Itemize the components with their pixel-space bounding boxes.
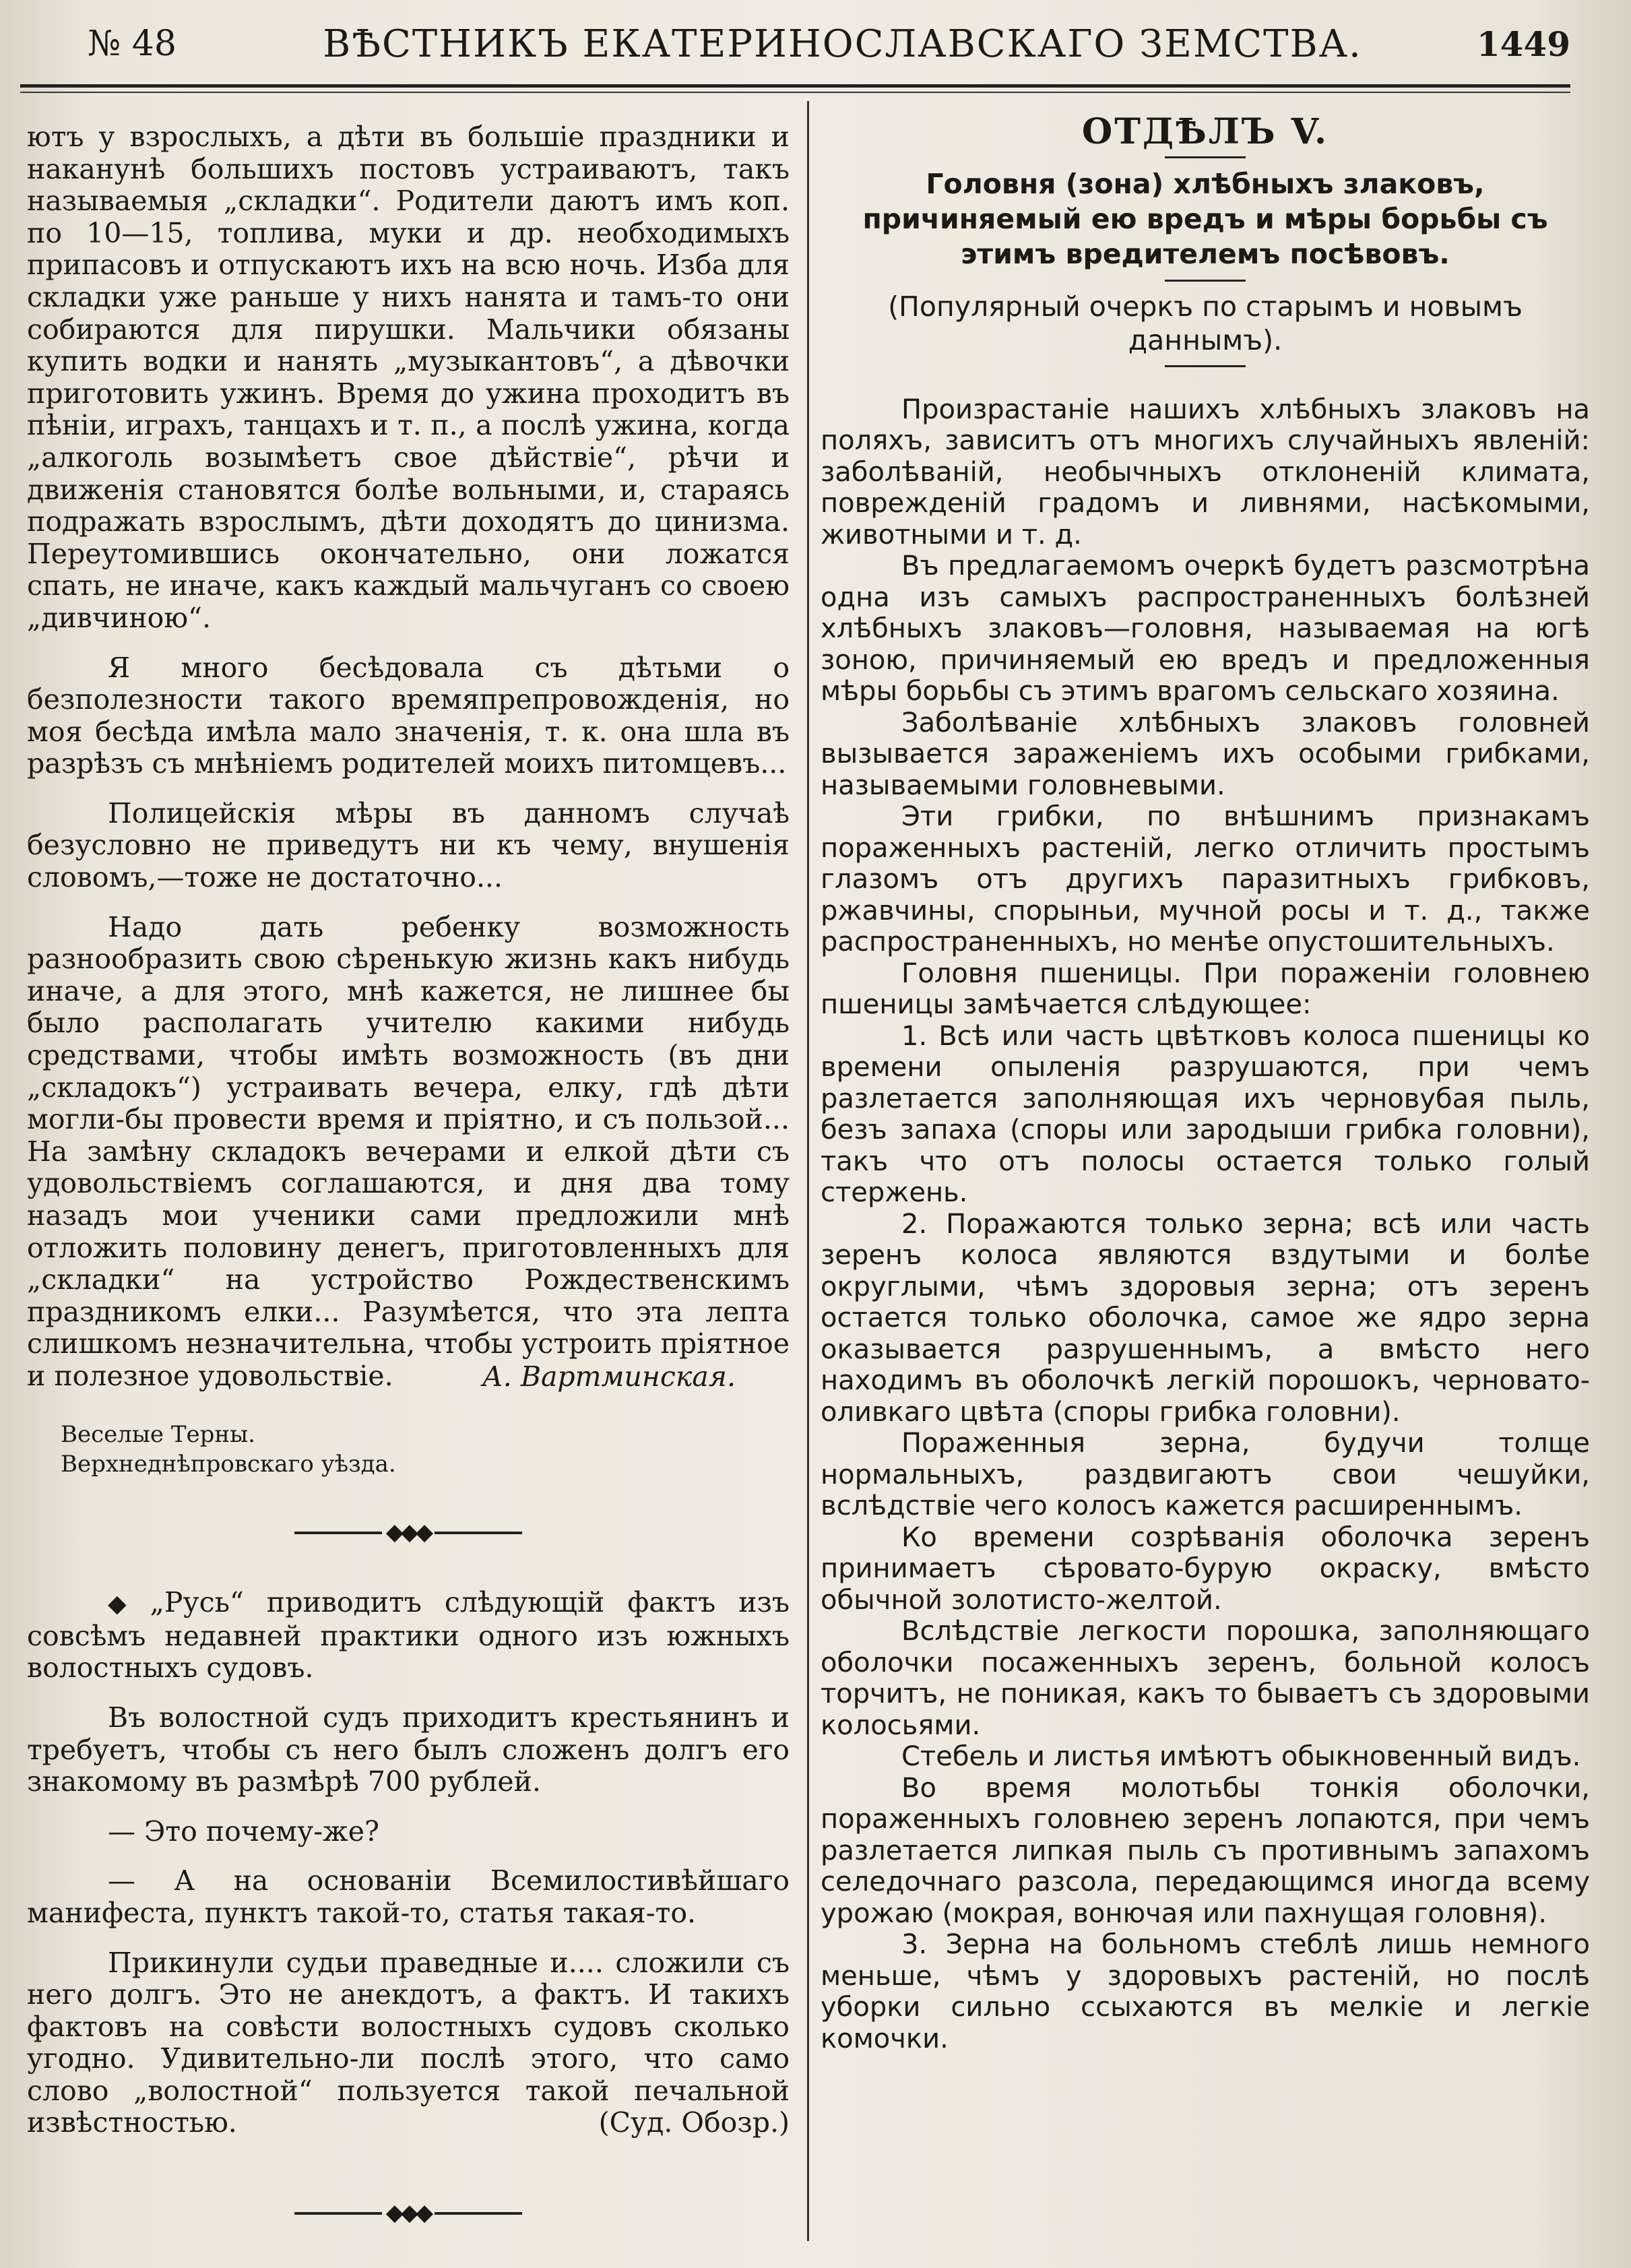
title-rule (1165, 280, 1246, 282)
column-divider (807, 101, 809, 2241)
paragraph: Надо дать ребенку возможность разнообразить свою сѣренькую жизнь какъ нибудь иначе, а для этого, мнѣ кажется, не лишнее бы было располагать учителю какими нибудь средствами, чтобы имѣть возможность (въ дни „складокъ“) устраивать вечера, елку, гдѣ дѣти могли-бы провести время и пріятно, и съ пользой... На замѣну складокъ вечерами и елкой дѣти съ удовольствіемъ соглашаются, и дня два тому назадъ мои ученики сами предложили мнѣ отложить половину денегъ, приготовленныхъ для „складки“ на устройство Рождественскимъ праздникомъ елки... Разумѣется, что эта лепта слишкомъ незначительна, чтобы устроить пріятное и полезное удовольствіе. (27, 910, 790, 1392)
paragraph: Пораженныя зерна, будучи толще нормальныхъ, раздвигаютъ свои чешуйки, вслѣдствіе чего колосъ кажется расширеннымъ. (821, 1428, 1590, 1522)
header-rule (20, 84, 1570, 88)
paragraph: Во время молотьбы тонкія оболочки, пораженныхъ головнею зеренъ лопаются, при чемъ разлетается липкая пыль съ противнымъ запахомъ селедочнаго разсола, передающимся иногда всему урожаю (мокрая, вонючая или пахнущая головня). (821, 1772, 1590, 1929)
page-number: 1449 (1476, 24, 1570, 64)
paragraph: 2. Поражаются только зерна; всѣ или часть зеренъ колоса являются вздутыми и болѣе округлыми, чѣмъ здоровыя зерна; отъ зеренъ остается только оболочка, самое же ядро зерна оказывается разрушеннымъ, а вмѣсто него находимъ въ оболочкѣ легкій порошокъ, черновато-оливкаго цвѣта (споры грибка головни). (821, 1208, 1590, 1428)
journal-title: ВѢСТНИКЪ ЕКАТЕРИНОСЛАВСКАГО ЗЕМСТВА. (323, 22, 1362, 66)
page-header (88, 13, 1570, 74)
source-note: (Суд. Обозр.) (598, 2106, 790, 2139)
paragraph: Въ предлагаемомъ очеркѣ будетъ разсмотрѣна одна изъ самыхъ распространенныхъ болѣзней хлѣбныхъ злаковъ—головня, называемая на югѣ зоною, причиняемый ею вредъ и предложенныя мѣры борьбы съ этимъ врагомъ сельскаго хозяина. (821, 550, 1590, 707)
left-column (27, 121, 790, 2267)
article-body (821, 394, 1590, 2055)
paragraph: Въ волостной судъ приходитъ крестьянинъ и требуетъ, чтобы съ него былъ сложенъ долгъ его знакомому въ размѣрѣ 700 рублей. (27, 1701, 790, 1798)
place-line: Верхнеднѣпровскаго уѣзда. (61, 1451, 396, 1478)
paragraph: ◆ „Русь“ приводитъ слѣдующій фактъ изъ совсѣмъ недавней практики одного изъ южныхъ волостныхъ судовъ. (27, 1586, 790, 1684)
paragraph: — Это почему-же? (108, 1815, 380, 1848)
ornament-divider (27, 2186, 790, 2240)
diamond-ornament-icon: ◆◆◆ (385, 1519, 431, 1546)
place-line: Веселые Терны. (61, 1421, 255, 1449)
paragraph: Полицейскія мѣры въ данномъ случаѣ безусловно не приведутъ ни къ чему, внушенія словомъ,—тоже не достаточно... (27, 796, 790, 894)
paragraph: 3. Зерна на больномъ стеблѣ лишь немного меньше, чѣмъ у здоровыхъ растеній, но послѣ уборки сильно ссыхаются въ мелкіе и легкіе комочки. (821, 1929, 1590, 2054)
diamond-ornament-icon: ◆◆◆ (385, 2199, 431, 2227)
issue-number: № 48 (88, 24, 177, 64)
paragraph: Произрастаніе нашихъ хлѣбныхъ злаковъ на поляхъ, зависитъ отъ многихъ случайныхъ явленій: заболѣваній, необычныхъ отклоненій климата, поврежденій градомъ и ливнями, насѣкомыми, животными и т. д. (821, 393, 1590, 550)
paragraph: Стебель и листья имѣютъ обыкновенный видъ. (901, 1741, 1581, 1773)
paragraph: Эти грибки, по внѣшнимъ признакамъ пораженныхъ растеній, легко отличить простымъ глазомъ отъ другихъ паразитныхъ грибковъ, ржавчины, спорыньи, мучной росы и т. д., также распространенныхъ, но менѣе опустошительныхъ. (821, 801, 1590, 958)
ornament-divider (27, 1506, 790, 1560)
article-subtitle: (Популярный очеркъ по старымъ и новымъ даннымъ). (888, 290, 1523, 356)
paragraph: Ко времени созрѣванія оболочка зеренъ принимаетъ сѣровато-бурую окраску, вмѣсто обычной золотисто-желтой. (821, 1521, 1590, 1616)
bullet-ornament-icon: ◆ (108, 1590, 141, 1618)
paragraph: Я много бесѣдовала съ дѣтьми о безполезности такого времяпрепровожденія, но моя бесѣда имѣла мало значенія, т. к. она шла въ разрѣзъ съ мнѣніемъ родителей моихъ питомцевъ... (27, 651, 790, 780)
right-column (821, 111, 1590, 2054)
paragraph: 1. Всѣ или часть цвѣтковъ колоса пшеницы ко времени опыленія разрушаются, при чемъ разлетается заполняющая ихъ черновубая пыль, безъ запаха (споры или зародыши грибка головни), такъ что отъ полосы остается только голый стержень. (821, 1020, 1590, 1209)
author-signature: А. Вартминская. (482, 1360, 736, 1393)
article-title: Головня (зона) хлѣбныхъ злаковъ, причиняемый ею вредъ и мѣры борьбы съ этимъ вредителемъ посѣвовъ. (862, 167, 1548, 270)
paragraph: Заболѣваніе хлѣбныхъ злаковъ головней вызывается зараженіемъ ихъ особыми грибками, называемыми головневыми. (821, 707, 1590, 801)
paragraph: Прикинули судьи праведные и.... сложили съ него долгъ. Это не анекдотъ, а фактъ. И такихъ фактовъ на совѣсти волостныхъ судовъ сколько угодно. Удивительно-ли послѣ этого, что само слово „волостной“ пользуется такой печальной извѣстностью. (Суд. Обозр.) (27, 1946, 790, 2139)
paragraph: — А на основаніи Всемилостивѣйшаго манифеста, пунктъ такой-то, статья такая-то. (27, 1864, 790, 1929)
paragraph: ютъ у взрослыхъ, а дѣти въ большіе праздники и наканунѣ большихъ постовъ устраиваютъ, такъ называемыя „складки“. Родители даютъ имъ коп. по 10—15, топлива, муки и др. необходимыхъ припасовъ и отпускаютъ ихъ на всю ночь. Изба для складки уже раньше у нихъ нанята и тамъ-то они собираются для пирушки. Мальчики обязаны купить водки и нанять „музыкантовъ“, а дѣвочки приготовить ужинъ. Время до ужина проходитъ въ пѣніи, играхъ, танцахъ и т. п., а послѣ ужина, когда „алкоголь возымѣетъ свое дѣйствіе“, рѣчи и движенія становятся болѣе вольными, и, стараясь подражать взрослымъ, дѣти доходятъ до цинизма. Переутомившись окончательно, они ложатся спать, не иначе, какъ каждый мальчуганъ со своею „дивчиною“. (27, 121, 790, 634)
title-rule (1165, 365, 1246, 367)
paragraph: Головня пшеницы. При пораженіи головнею пшеницы замѣчается слѣдующее: (821, 957, 1590, 1021)
header-rule-thin (20, 92, 1570, 93)
paragraph: Вслѣдствіе легкости порошка, заполняющаго оболочки посаженныхъ зеренъ, больной колосъ торчитъ, не поникая, какъ то бываетъ съ здоровыми колосьями. (821, 1616, 1590, 1741)
section-title: ОТДѢЛЪ V. (1081, 111, 1329, 152)
title-rule (1165, 156, 1246, 158)
